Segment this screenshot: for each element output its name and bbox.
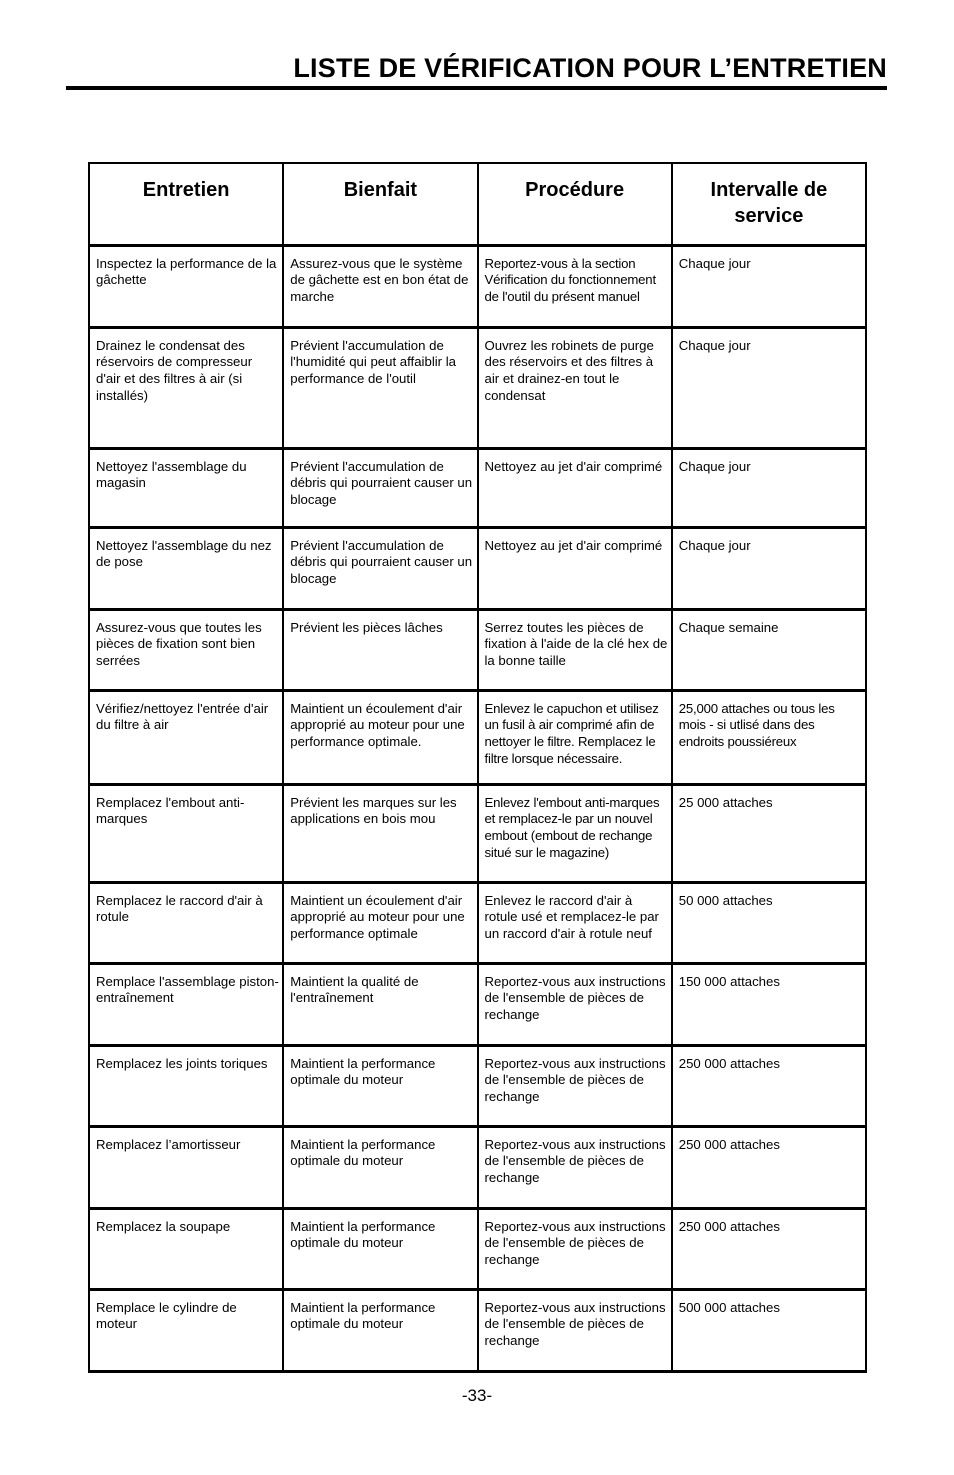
cell-entretien: Remplacez les joints toriques [89,1045,283,1126]
cell-intervalle: Chaque jour [672,448,866,527]
table-row [89,327,866,448]
cell-procedure: Reportez-vous à la section Vérification du fonctionnement de l'outil du présent manuel [478,245,672,327]
cell-entretien: Vérifiez/nettoyez l'entrée d'air du filtre à air [89,690,283,784]
cell-procedure: Nettoyez au jet d'air comprimé [478,527,672,609]
cell-intervalle: Chaque jour [672,527,866,609]
cell-bienfait: Maintient un écoulement d'air approprié au moteur pour une performance optimale [283,882,477,963]
cell-bienfait: Prévient l'accumulation de l'humidité qui peut affaiblir la performance de l'outil [283,327,477,448]
header-bienfait: Bienfait [283,163,477,245]
cell-entretien: Nettoyez l'assemblage du nez de pose [89,527,283,609]
table-row [89,784,866,882]
cell-bienfait: Maintient la performance optimale du moteur [283,1126,477,1208]
cell-procedure: Reportez-vous aux instructions de l'ensemble de pièces de rechange [478,1208,672,1289]
cell-bienfait: Maintient la performance optimale du moteur [283,1045,477,1126]
cell-procedure: Enlevez le raccord d'air à rotule usé et remplacez-le par un raccord d'air à rotule neuf [478,882,672,963]
page-number: -33- [461,1386,493,1405]
cell-intervalle: Chaque semaine [672,609,866,690]
cell-intervalle: 250 000 attaches [672,1208,866,1289]
cell-procedure: Reportez-vous aux instructions de l'ensemble de pièces de rechange [478,1045,672,1126]
table-row [89,245,866,327]
cell-procedure: Reportez-vous aux instructions de l'ensemble de pièces de rechange [478,963,672,1045]
maintenance-table [88,162,867,1373]
cell-bienfait: Assurez-vous que le système de gâchette est en bon état de marche [283,245,477,327]
cell-procedure: Enlevez le capuchon et utilisez un fusil à air comprimé afin de nettoyer le filtre. Remplacez le filtre lorsque nécessaire. [478,690,672,784]
cell-bienfait: Prévient les marques sur les applications en bois mou [283,784,477,882]
cell-entretien: Nettoyez l'assemblage du magasin [89,448,283,527]
cell-procedure: Reportez-vous aux instructions de l'ensemble de pièces de rechange [478,1126,672,1208]
cell-entretien: Remplacez la soupape [89,1208,283,1289]
table-row [89,963,866,1045]
cell-entretien: Inspectez la performance de la gâchette [89,245,283,327]
table-row [89,882,866,963]
table-row [89,527,866,609]
cell-entretien: Remplace l'assemblage piston-entraînement [89,963,283,1045]
table-row [89,448,866,527]
cell-intervalle: Chaque jour [672,327,866,448]
header-intervalle [672,163,866,245]
table-row [89,690,866,784]
cell-bienfait: Prévient l'accumulation de débris qui pourraient causer un blocage [283,448,477,527]
table-row [89,609,866,690]
cell-entretien: Drainez le condensat des réservoirs de compresseur d'air et des filtres à air (si installés) [89,327,283,448]
table-row [89,1208,866,1289]
cell-procedure: Ouvrez les robinets de purge des réservoirs et des filtres à air et drainez-en tout le condensat [478,327,672,448]
cell-procedure: Nettoyez au jet d'air comprimé [478,448,672,527]
cell-entretien: Remplacez le raccord d'air à rotule [89,882,283,963]
cell-procedure: Serrez toutes les pièces de fixation à l'aide de la clé hex de la bonne taille [478,609,672,690]
cell-intervalle: 25 000 attaches [672,784,866,882]
cell-intervalle: Chaque jour [672,245,866,327]
cell-entretien: Remplace le cylindre de moteur [89,1289,283,1371]
cell-bienfait: Maintient la qualité de l'entraînement [283,963,477,1045]
cell-intervalle: 150 000 attaches [672,963,866,1045]
cell-bienfait: Prévient les pièces lâches [283,609,477,690]
cell-intervalle: 250 000 attaches [672,1045,866,1126]
cell-procedure: Reportez-vous aux instructions de l'ensemble de pièces de rechange [478,1289,672,1371]
cell-entretien: Assurez-vous que toutes les pièces de fixation sont bien serrées [89,609,283,690]
cell-entretien: Remplacez l'embout anti-marques [89,784,283,882]
header-procedure: Procédure [478,163,672,245]
cell-intervalle: 500 000 attaches [672,1289,866,1371]
header-entretien: Entretien [89,163,283,245]
cell-bienfait: Maintient la performance optimale du moteur [283,1289,477,1371]
cell-procedure: Enlevez l'embout anti-marques et remplacez-le par un nouvel embout (embout de rechange situé sur le magazine) [478,784,672,882]
table-row [89,1289,866,1371]
cell-entretien: Remplacez l’amortisseur [89,1126,283,1208]
cell-intervalle: 25,000 attaches ou tous les mois - si utlisé dans des endroits poussiéreux [672,690,866,784]
cell-bienfait: Prévient l'accumulation de débris qui pourraient causer un blocage [283,527,477,609]
cell-bienfait: Maintient un écoulement d'air approprié au moteur pour une performance optimale. [283,690,477,784]
cell-intervalle: 50 000 attaches [672,882,866,963]
header-intervalle-text: Intervalle de service [710,179,828,227]
table-row [89,1126,866,1208]
page-title: LISTE DE VÉRIFICATION POUR L’ENTRETIEN [66,52,887,90]
table-row [89,1045,866,1126]
cell-bienfait: Maintient la performance optimale du moteur [283,1208,477,1289]
cell-intervalle: 250 000 attaches [672,1126,866,1208]
header-row [89,163,866,245]
